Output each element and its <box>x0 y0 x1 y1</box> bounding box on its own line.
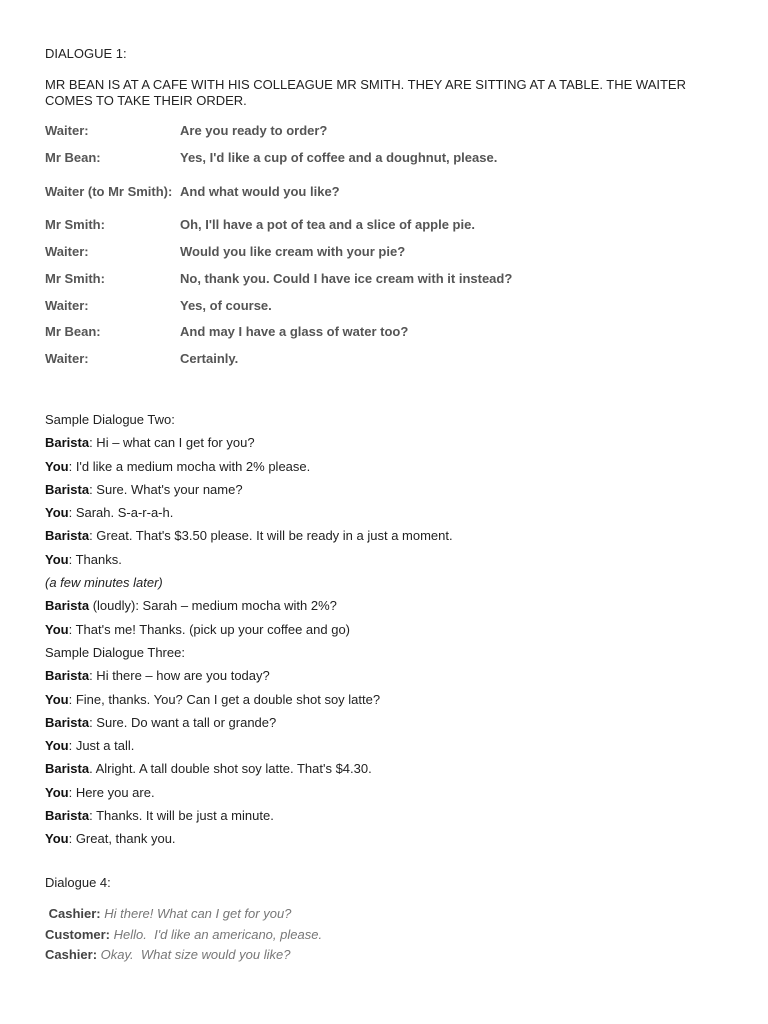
dialogue1-line: Are you ready to order? <box>180 123 328 139</box>
dialogue2-line <box>45 455 735 478</box>
line-text: : Sarah. S-a-r-a-h. <box>68 505 174 521</box>
dialogue1-speaker: Waiter: <box>45 243 89 259</box>
dialogue2-line <box>45 501 735 524</box>
dialogue4-line <box>45 945 735 966</box>
line-text: : Hi there – how are you today? <box>89 668 270 684</box>
dialogue3-line <box>45 688 735 711</box>
dialogue3-title: Sample Dialogue Three: <box>45 644 185 660</box>
dialogue1-row <box>45 172 735 212</box>
line-text: : Fine, thanks. You? Can I get a double shot soy latte? <box>68 691 381 707</box>
dialogue1-speaker: Waiter: <box>45 123 89 139</box>
line-text: : Sure. Do want a tall or grande? <box>89 714 277 730</box>
dialogue2-line <box>45 548 735 571</box>
dialogue4-line <box>45 904 735 925</box>
speaker-label: You <box>45 691 69 707</box>
stage-direction: (a few minutes later) <box>45 575 163 591</box>
dialogue4-title: Dialogue 4: <box>45 875 111 890</box>
dialogue2-line <box>45 594 735 617</box>
dialogue1-line: And may I have a glass of water too? <box>180 324 409 340</box>
dialogue1-speaker: Mr Smith: <box>45 270 105 286</box>
line-text: . Alright. A tall double shot soy latte. That's $4.30. <box>89 761 372 777</box>
line-text: : Sure. What's your name? <box>89 481 243 497</box>
dialogue1-row <box>45 239 735 266</box>
speaker-label: You <box>45 505 69 521</box>
speaker-label: You <box>45 621 69 637</box>
line-text: : Thanks. <box>68 551 122 567</box>
line-text: Hi there! What can I get for you? <box>100 906 292 921</box>
line-text: : Hi – what can I get for you? <box>89 435 255 451</box>
dialogue1-row <box>45 346 735 373</box>
dialogue1-table <box>45 118 735 373</box>
line-text: (loudly): Sarah – medium mocha with 2%? <box>89 598 337 614</box>
dialogue1-row <box>45 265 735 292</box>
line-text: : That's me! Thanks. (pick up your coffee and go) <box>68 621 351 637</box>
line-text: Hello. I'd like an americano, please. <box>110 926 323 942</box>
dialogue3-line <box>45 711 735 734</box>
line-text: : Here you are. <box>68 784 155 800</box>
speaker-label: Barista <box>45 598 90 614</box>
speaker-label: Barista <box>45 528 90 544</box>
speaker-label: Barista <box>45 808 90 824</box>
dialogue1-row <box>45 292 735 319</box>
dialogue2-line <box>45 524 735 547</box>
dialogue1-line: Would you like cream with your pie? <box>180 243 406 259</box>
dialogue1-row <box>45 319 735 346</box>
line-text: : Great. That's $3.50 please. It will be ready in a just a moment. <box>89 528 453 544</box>
dialogue3-line <box>45 827 735 850</box>
dialogue1-row <box>45 118 735 145</box>
speaker-label: Barista <box>45 435 90 451</box>
dialogue2-line <box>45 618 735 641</box>
dialogue4-line <box>45 925 735 946</box>
line-text: : Just a tall. <box>68 738 135 754</box>
dialogue3-line <box>45 804 735 827</box>
dialogue1-line: Yes, I'd like a cup of coffee and a doughnut, please. <box>180 150 498 166</box>
dialogue2-section <box>45 408 735 851</box>
dialogue1-line: And what would you like? <box>180 183 340 199</box>
speaker-label: You <box>45 551 69 567</box>
speaker-label: You <box>45 738 69 754</box>
dialogue1-speaker: Waiter: <box>45 297 89 313</box>
speaker-label: Cashier: <box>45 906 101 921</box>
dialogue1-intro: MR BEAN IS AT A CAFE WITH HIS COLLEAGUE MR SMITH. THEY ARE SITTING AT A TABLE. THE WAITER COMES TO TAKE THEIR ORDER. <box>45 77 686 108</box>
dialogue1-title: DIALOGUE 1: <box>45 46 127 61</box>
line-text: Okay. What size would you like? <box>97 947 291 962</box>
speaker-label: You <box>45 784 69 800</box>
line-text: : Great, thank you. <box>68 831 176 847</box>
dialogue3-line <box>45 757 735 780</box>
speaker-label: You <box>45 831 69 847</box>
dialogue1-line: No, thank you. Could I have ice cream with it instead? <box>180 270 513 286</box>
dialogue1-speaker: Mr Bean: <box>45 150 101 166</box>
dialogue1-speaker: Mr Smith: <box>45 217 105 233</box>
dialogue1-speaker: Mr Bean: <box>45 324 101 340</box>
dialogue1-line: Oh, I'll have a pot of tea and a slice of apple pie. <box>180 217 475 233</box>
dialogue2-title: Sample Dialogue Two: <box>45 412 175 427</box>
dialogue1-row <box>45 212 735 239</box>
dialogue1-line: Yes, of course. <box>180 297 272 313</box>
speaker-label: Barista <box>45 714 90 730</box>
speaker-label: Barista <box>45 481 90 497</box>
speaker-label: Barista <box>45 761 90 777</box>
line-text: : I'd like a medium mocha with 2% please. <box>68 458 311 474</box>
dialogue2-line <box>45 431 735 454</box>
speaker-label: Barista <box>45 668 90 684</box>
line-text: : Thanks. It will be just a minute. <box>89 808 274 824</box>
dialogue3-line <box>45 781 735 804</box>
speaker-label: You <box>45 458 69 474</box>
speaker-label: Customer: <box>45 926 111 942</box>
dialogue2-line <box>45 478 735 501</box>
dialogue1-speaker: Waiter (to Mr Smith): <box>45 183 173 199</box>
dialogue3-line <box>45 664 735 687</box>
speaker-label: Cashier: <box>45 947 98 962</box>
dialogue1-line: Certainly. <box>180 351 239 367</box>
dialogue3-line <box>45 734 735 757</box>
dialogue1-row <box>45 145 735 172</box>
dialogue1-speaker: Waiter: <box>45 351 89 367</box>
dialogue4-section <box>45 904 735 966</box>
